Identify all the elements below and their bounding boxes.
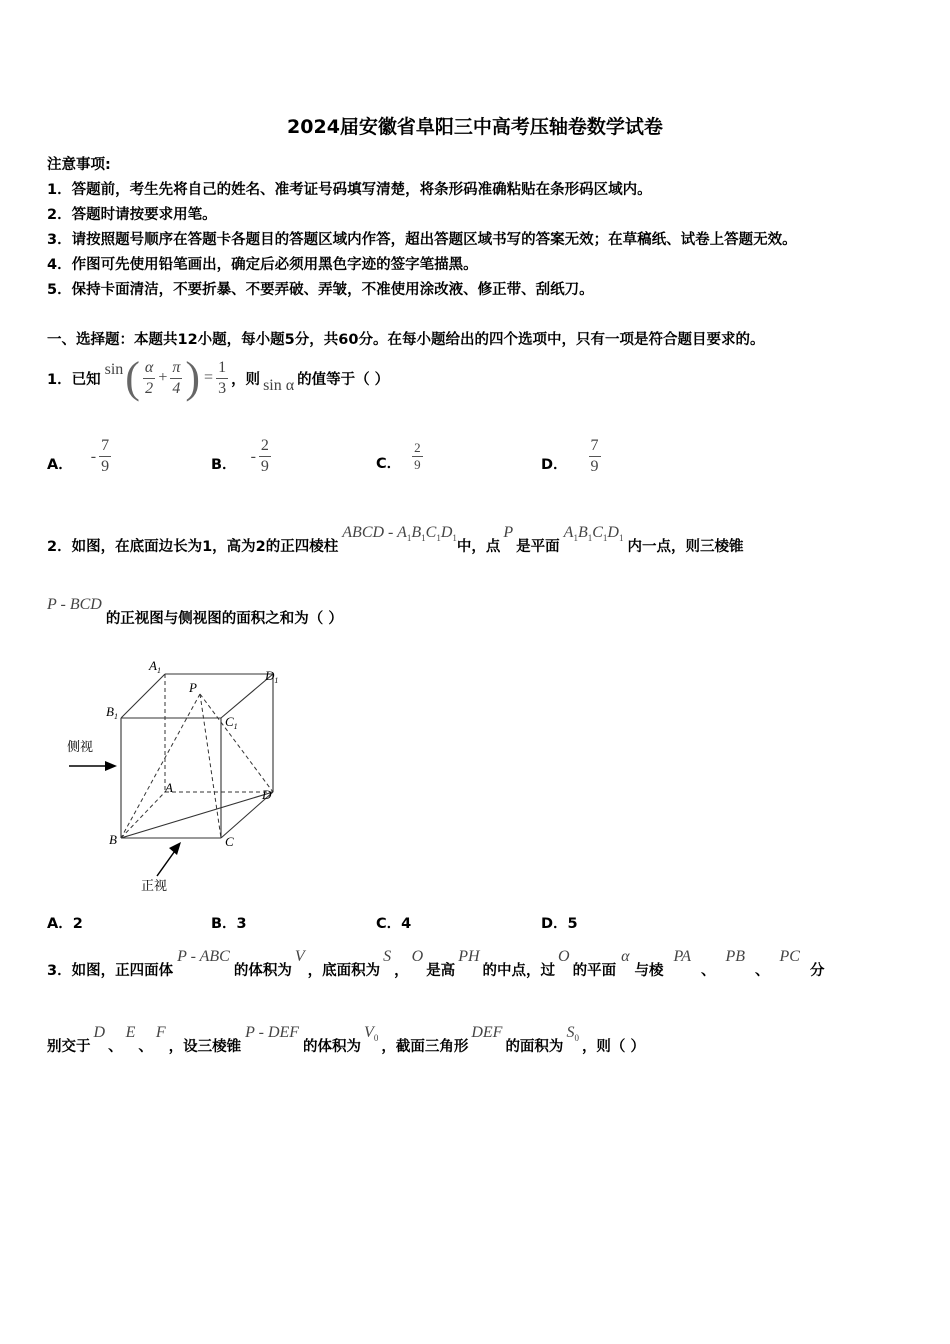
q3-text: 分 bbox=[809, 963, 825, 979]
q2-point-p: P bbox=[503, 524, 514, 541]
fig-label-front-view: 正视 bbox=[141, 878, 168, 893]
q2-line2: 的正视图与侧视图的面积之和为（ ） bbox=[105, 611, 343, 627]
question-3-line2 bbox=[47, 1020, 645, 1056]
q3-point-o: O bbox=[558, 948, 570, 965]
q3-text: 的平面 bbox=[572, 963, 617, 979]
q3-text: 、 bbox=[755, 963, 770, 979]
q3-text: 、 bbox=[108, 1039, 123, 1055]
q3-text: ，截面三角形 bbox=[381, 1039, 469, 1055]
q1-frac-pi: $\frac{\pi}{4}$ bbox=[172, 358, 181, 397]
q3-volume-v0: $V_0$ bbox=[364, 1024, 379, 1043]
fig-label-b: B bbox=[109, 832, 117, 847]
q3-text: 的面积为 bbox=[505, 1039, 564, 1055]
question-2-line1 bbox=[47, 520, 743, 556]
q1-option-d[interactable]: D． $\frac{7}{9}$ bbox=[541, 437, 599, 475]
q2-prism-figure bbox=[55, 652, 295, 896]
fig-label-d1: $D_1$ bbox=[265, 668, 279, 685]
q1-mid: ，则 bbox=[231, 371, 261, 388]
q3-text: 、 bbox=[138, 1039, 153, 1055]
notice-heading: 注意事项: bbox=[47, 157, 111, 173]
q3-edge-pb: PB bbox=[725, 948, 746, 965]
q3-text: 的体积为 bbox=[303, 1039, 362, 1055]
fig-label-side-view: 侧视 bbox=[67, 739, 94, 754]
q2-option-c[interactable]: C．4 bbox=[376, 916, 412, 932]
section-heading: 一、选择题：本题共12小题，每小题5分，共60分。在每小题给出的四个选项中，只有一项是符合题目要求的。 bbox=[47, 332, 765, 348]
q2-pyramid: P - BCD bbox=[47, 596, 102, 613]
q1-option-c[interactable]: C． $\frac{2}{9}$ bbox=[376, 440, 421, 472]
q2-option-b[interactable]: B．3 bbox=[211, 916, 247, 932]
q1-plus: + bbox=[158, 369, 168, 386]
q3-point-f: F bbox=[155, 1024, 166, 1041]
q3-text: ，则（ ） bbox=[581, 1039, 645, 1055]
q2-plane: $A_1B_1C_1D_1$ bbox=[563, 524, 624, 543]
q2-mid1: 中，点 bbox=[456, 539, 501, 555]
q1-sin: sin bbox=[104, 361, 124, 378]
notice-item: 4．作图可先使用铅笔画出，确定后必须用黑色字迹的签字笔描黑。 bbox=[47, 257, 478, 273]
q3-area-s0: $S_0$ bbox=[566, 1024, 579, 1043]
fig-label-d: D bbox=[262, 787, 272, 802]
q3-point-e: E bbox=[125, 1024, 136, 1041]
q3-text: ， bbox=[394, 963, 409, 979]
fig-label-p: P bbox=[189, 680, 197, 695]
q3-triangle-def: DEF bbox=[471, 1024, 503, 1041]
q1-right-paren: ) bbox=[185, 353, 201, 402]
q1-option-b[interactable]: B． - $\frac{2}{9}$ bbox=[211, 437, 269, 475]
q3-text: 、 bbox=[700, 963, 716, 979]
q3-text: 别交于 bbox=[47, 1039, 91, 1055]
page-title: 2024届安徽省阜阳三中高考压轴卷数学试卷 bbox=[287, 116, 663, 138]
fig-label-c1: $C_1$ bbox=[225, 714, 238, 731]
notice-item: 5．保持卡面清洁，不要折暴、不要弄破、弄皱，不准使用涂改液、修正带、刮纸刀。 bbox=[47, 282, 594, 298]
q3-text: ，底面积为 bbox=[307, 963, 381, 979]
q2-mid3: 内一点，则三棱锥 bbox=[627, 539, 744, 555]
q3-pyramid-pdef: P - DEF bbox=[245, 1024, 300, 1041]
q3-text: 是高 bbox=[426, 963, 456, 979]
q3-point-o: O bbox=[411, 948, 424, 965]
fig-label-a: A bbox=[165, 780, 173, 795]
q3-text: 的体积为 bbox=[233, 963, 292, 979]
q3-area: S bbox=[383, 948, 392, 965]
q1-equals: = bbox=[204, 369, 214, 386]
notice-item: 3．请按照题号顺序在答题卡各题目的答题区域内作答，超出答题区域书写的答案无效；在草稿纸、试卷上答题无效。 bbox=[47, 232, 797, 248]
q1-frac-third: $\frac{1}{3}$ bbox=[218, 358, 227, 397]
question-2-line2 bbox=[47, 592, 343, 628]
notice-item: 2．答题时请按要求用笔。 bbox=[47, 207, 217, 223]
notice-item: 1．答题前，考生先将自己的姓名、准考证号码填写清楚，将条形码准确粘贴在条形码区域内。 bbox=[47, 182, 652, 198]
q2-prism: ABCD - $A_1B_1C_1D_1$ bbox=[342, 524, 457, 543]
fig-label-b1: $B_1$ bbox=[106, 704, 118, 721]
q3-text: 3．如图，正四面体 bbox=[47, 963, 174, 979]
q3-text: 与棱 bbox=[634, 963, 664, 979]
q3-text: 的中点，过 bbox=[482, 963, 556, 979]
fig-label-a1: $A_1$ bbox=[149, 658, 161, 675]
q2-option-d[interactable]: D．5 bbox=[541, 916, 578, 932]
fig-label-c: C bbox=[225, 834, 234, 849]
q3-point-d: D bbox=[93, 1024, 106, 1041]
q3-height: PH bbox=[458, 948, 480, 965]
q3-volume: V bbox=[294, 948, 305, 965]
q1-option-a[interactable]: A． - $\frac{7}{9}$ bbox=[47, 437, 110, 475]
q2-option-a[interactable]: A．2 bbox=[47, 916, 83, 932]
question-1 bbox=[47, 352, 389, 404]
q3-tetra: P - ABC bbox=[177, 948, 230, 965]
q1-frac-alpha: $\frac{\alpha}{2}$ bbox=[144, 358, 154, 397]
q3-edge-pc: PC bbox=[779, 948, 800, 965]
q3-alpha: α bbox=[621, 948, 630, 965]
q1-sin-alpha: sin α bbox=[263, 377, 295, 394]
q1-left-paren: ( bbox=[125, 353, 140, 402]
q3-text: ，设三棱锥 bbox=[168, 1039, 242, 1055]
q2-prefix: 2．如图，在底面边长为1，高为2的正四棱柱 bbox=[47, 539, 339, 555]
q3-edge-pa: PA bbox=[673, 948, 691, 965]
q1-suffix: 的值等于（ ） bbox=[297, 371, 390, 388]
q2-mid2: 是平面 bbox=[516, 539, 560, 555]
q1-prefix: 1．已知 bbox=[47, 371, 101, 388]
question-3-line1 bbox=[47, 944, 824, 980]
